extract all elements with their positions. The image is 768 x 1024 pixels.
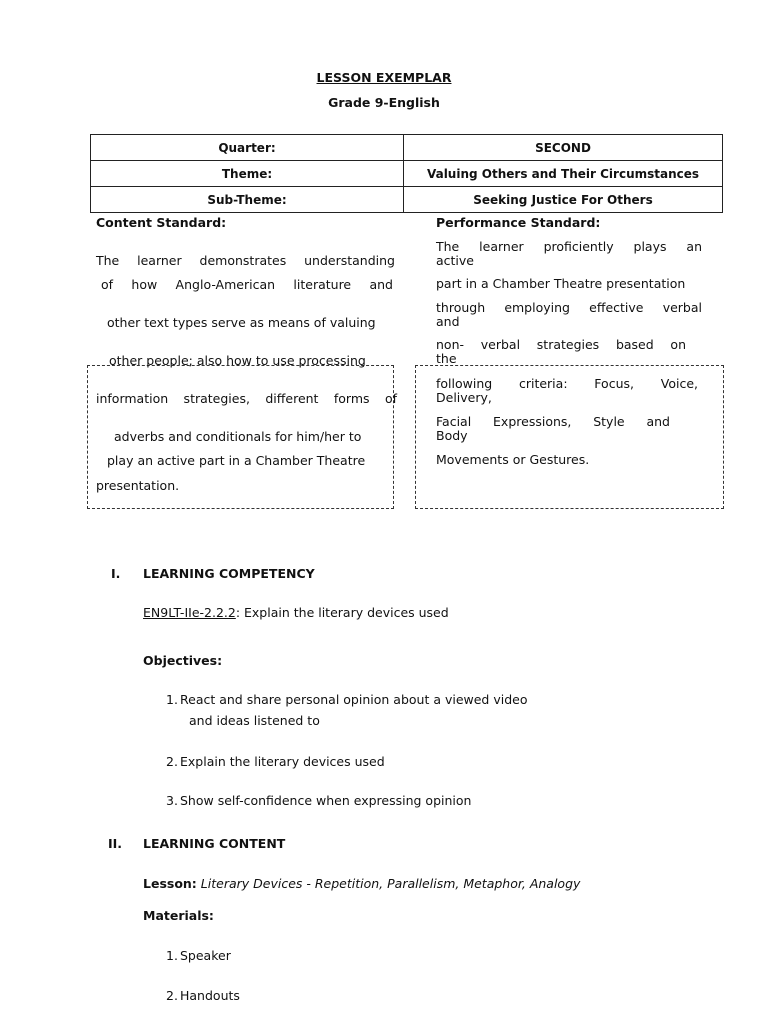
competency-code-link[interactable]: EN9LT-IIe-2.2.2 [143, 605, 236, 620]
content-standard-heading: Content Standard: [96, 215, 227, 230]
materials-label: Materials: [143, 908, 214, 923]
table-row [91, 187, 723, 213]
document-subtitle: Grade 9-English [328, 95, 440, 110]
performance-standard-line: following criteria: Focus, Voice, Delivery, [436, 376, 698, 405]
section-numeral: I. [111, 566, 121, 581]
lesson-text: Literary Devices - Repetition, Parallelism, Metaphor, Analogy [200, 876, 581, 891]
list-item: 2. Explain the literary devices used [166, 754, 385, 769]
quarter-label: Quarter: [91, 135, 404, 161]
list-item: 3. Show self-confidence when expressing opinion [166, 793, 472, 808]
performance-standard-line: The learner proficiently plays an active [436, 239, 702, 268]
performance-standard-line: Movements or Gestures. [436, 452, 590, 467]
theme-label: Theme: [91, 161, 404, 187]
subtheme-label: Sub-Theme: [91, 187, 404, 213]
table-row [91, 161, 723, 187]
content-standard-line: play an active part in a Chamber Theatre [107, 453, 366, 468]
content-standard-line: adverbs and conditionals for him/her to [114, 429, 362, 444]
performance-standard-line: non- verbal strategies based on the [436, 337, 686, 366]
subtheme-value: Seeking Justice For Others [404, 187, 723, 213]
theme-value: Valuing Others and Their Circumstances [404, 161, 723, 187]
list-item: 1. React and share personal opinion about a viewed video [166, 692, 528, 707]
performance-standard-line: through employing effective verbal and [436, 300, 702, 329]
lesson-label: Lesson: [143, 876, 197, 891]
section-title: LEARNING CONTENT [143, 836, 286, 851]
table-row [91, 135, 723, 161]
competency-line [143, 605, 449, 620]
performance-standard-line: part in a Chamber Theatre presentation [436, 276, 686, 291]
quarter-value: SECOND [404, 135, 723, 161]
content-standard-line: The learner demonstrates understanding [96, 253, 395, 268]
content-standard-line: of how Anglo-American literature and [101, 277, 393, 292]
lesson-meta-table [90, 134, 723, 213]
document-title: LESSON EXEMPLAR [316, 70, 452, 85]
section-title: LEARNING COMPETENCY [143, 566, 315, 581]
performance-standard-line: Facial Expressions, Style and Body [436, 414, 670, 443]
list-item-continuation: and ideas listened to [189, 713, 320, 728]
section-numeral: II. [108, 836, 123, 851]
objectives-label: Objectives: [143, 653, 223, 668]
list-item: 2. Handouts [166, 988, 240, 1003]
competency-text: : Explain the literary devices used [235, 605, 449, 620]
list-item: 1. Speaker [166, 948, 231, 963]
content-standard-line: presentation. [96, 478, 180, 493]
content-standard-line: other people; also how to use processing [109, 353, 366, 368]
performance-standard-heading: Performance Standard: [436, 215, 601, 230]
content-standard-line: information strategies, different forms of [96, 391, 397, 406]
content-standard-line: other text types serve as means of valuing [107, 315, 376, 330]
lesson-line [143, 876, 580, 891]
